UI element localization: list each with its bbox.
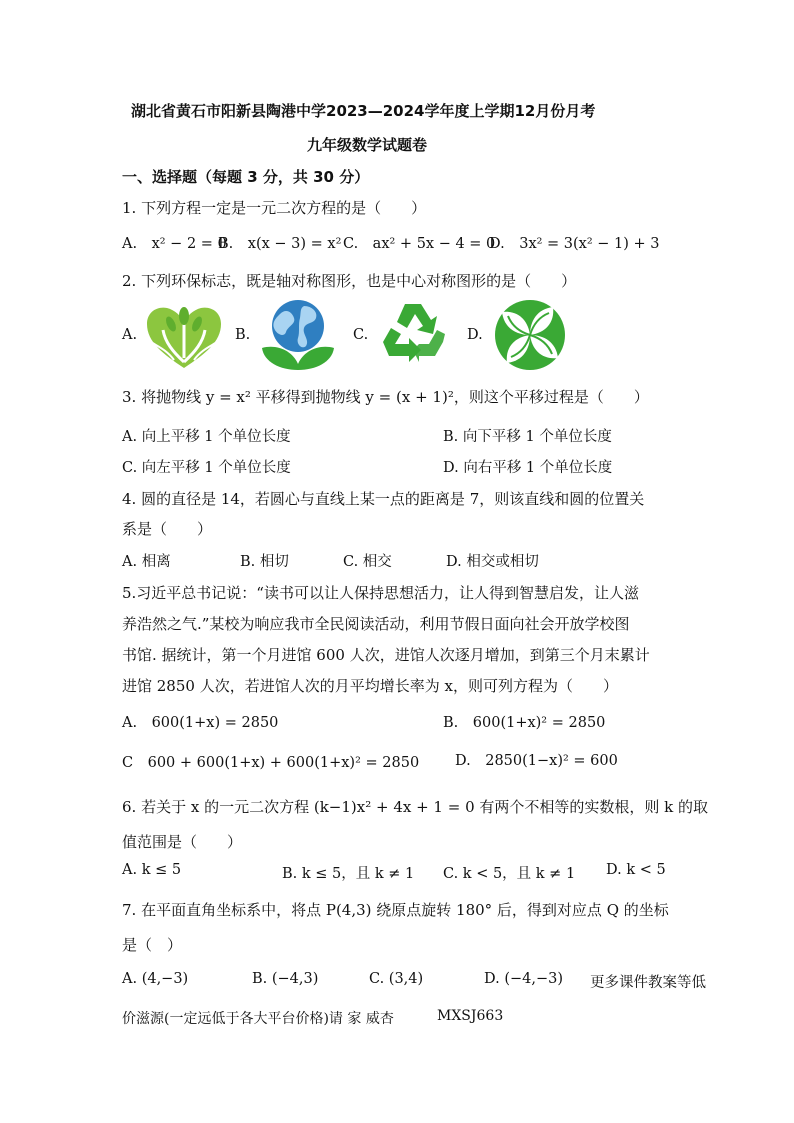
q1-option-c: C. ax² + 5x − 4 = 0: [343, 236, 496, 252]
q5-option-a: A. 600(1+x) = 2850: [122, 715, 279, 731]
section-heading: 一、选择题（每题 3 分，共 30 分）: [122, 168, 370, 186]
q3-option-a: A. 向上平移 1 个单位长度: [122, 429, 291, 445]
q7-trailing-ad: 更多课件教案等低: [590, 975, 706, 991]
q7-line2: 是（ ）: [122, 936, 183, 954]
q3-option-b: B. 向下平移 1 个单位长度: [443, 429, 612, 445]
footer-text: 价滋源(一定远低于各大平台价格)请 家 威杏: [122, 1011, 394, 1027]
exam-title-line1: 湖北省黄石市阳新县陶港中学2023—2024学年度上学期12月份月考: [131, 102, 596, 120]
q5-option-d: D. 2850(1−x)² = 600: [455, 753, 618, 769]
q5-option-b: B. 600(1+x)² = 2850: [443, 715, 606, 731]
q4-option-b: B. 相切: [240, 554, 289, 570]
recycle-logo: [375, 298, 451, 372]
q3-option-c: C. 向左平移 1 个单位长度: [122, 460, 291, 476]
four-leaf-disc-logo: [492, 298, 568, 372]
q1-option-a: A. x² − 2 = 0: [122, 236, 227, 252]
q6-line2: 值范围是（ ）: [122, 833, 243, 851]
q2-label-d: D.: [467, 327, 483, 343]
q6-option-c: C. k < 5，且 k ≠ 1: [443, 866, 576, 882]
q2-label-c: C.: [353, 327, 369, 343]
heart-leaves-logo: [143, 302, 225, 370]
footer-code: MXSJ663: [437, 1008, 504, 1024]
q5-line2: 养浩然之气.”某校为响应我市全民阅读活动，利用节假日面向社会开放学校图: [122, 615, 630, 633]
q6-option-b: B. k ≤ 5，且 k ≠ 1: [282, 866, 415, 882]
q2-stem: 2. 下列环保标志，既是轴对称图形，也是中心对称图形的是（ ）: [122, 272, 577, 290]
q5-option-c: C 600 + 600(1+x) + 600(1+x)² = 2850: [122, 755, 420, 771]
q4-option-d: D. 相交或相切: [446, 554, 539, 570]
q6-option-d: D. k < 5: [606, 862, 666, 878]
q1-option-d: D. 3x² = 3(x² − 1) + 3: [489, 236, 660, 252]
q5-line4: 进馆 2850 人次，若进馆人次的月平均增长率为 x，则可列方程为（ ）: [122, 677, 618, 695]
q3-stem: 3. 将抛物线 y = x² 平移得到抛物线 y = (x + 1)²，则这个平移过程是（ ）: [122, 388, 649, 406]
q1-stem: 1. 下列方程一定是一元二次方程的是（ ）: [122, 199, 427, 217]
q1-option-b: B. x(x − 3) = x²: [218, 236, 342, 252]
q4-option-c: C. 相交: [343, 554, 392, 570]
q3-option-d: D. 向右平移 1 个单位长度: [443, 460, 613, 476]
q6-option-a: A. k ≤ 5: [122, 862, 182, 878]
q5-line1: 5.习近平总书记说：“读书可以让人保持思想活力，让人得到智慧启发，让人滋: [122, 584, 639, 602]
q2-label-b: B.: [235, 327, 251, 343]
globe-leaves-logo: [258, 298, 338, 372]
exam-title-line2: 九年级数学试题卷: [307, 136, 428, 154]
q5-line3: 书馆. 据统计，第一个月进馆 600 人次，进馆人次逐月增加，到第三个月末累计: [122, 646, 650, 664]
q7-option-d: D. (−4,−3): [484, 971, 563, 987]
q7-option-c: C. (3,4): [369, 971, 424, 987]
q7-line1: 7. 在平面直角坐标系中，将点 P(4,3) 绕原点旋转 180° 后，得到对应点 Q 的坐标: [122, 901, 669, 919]
q4-option-a: A. 相离: [122, 554, 171, 570]
q4-stem-line1: 4. 圆的直径是 14，若圆心与直线上某一点的距离是 7，则该直线和圆的位置关: [122, 490, 645, 508]
q7-option-b: B. (−4,3): [252, 971, 319, 987]
q2-label-a: A.: [122, 327, 138, 343]
q6-line1: 6. 若关于 x 的一元二次方程 (k−1)x² + 4x + 1 = 0 有两个不相等的实数根，则 k 的取: [122, 798, 709, 816]
q7-option-a: A. (4,−3): [122, 971, 189, 987]
q4-stem-line2: 系是（ ）: [122, 520, 213, 538]
